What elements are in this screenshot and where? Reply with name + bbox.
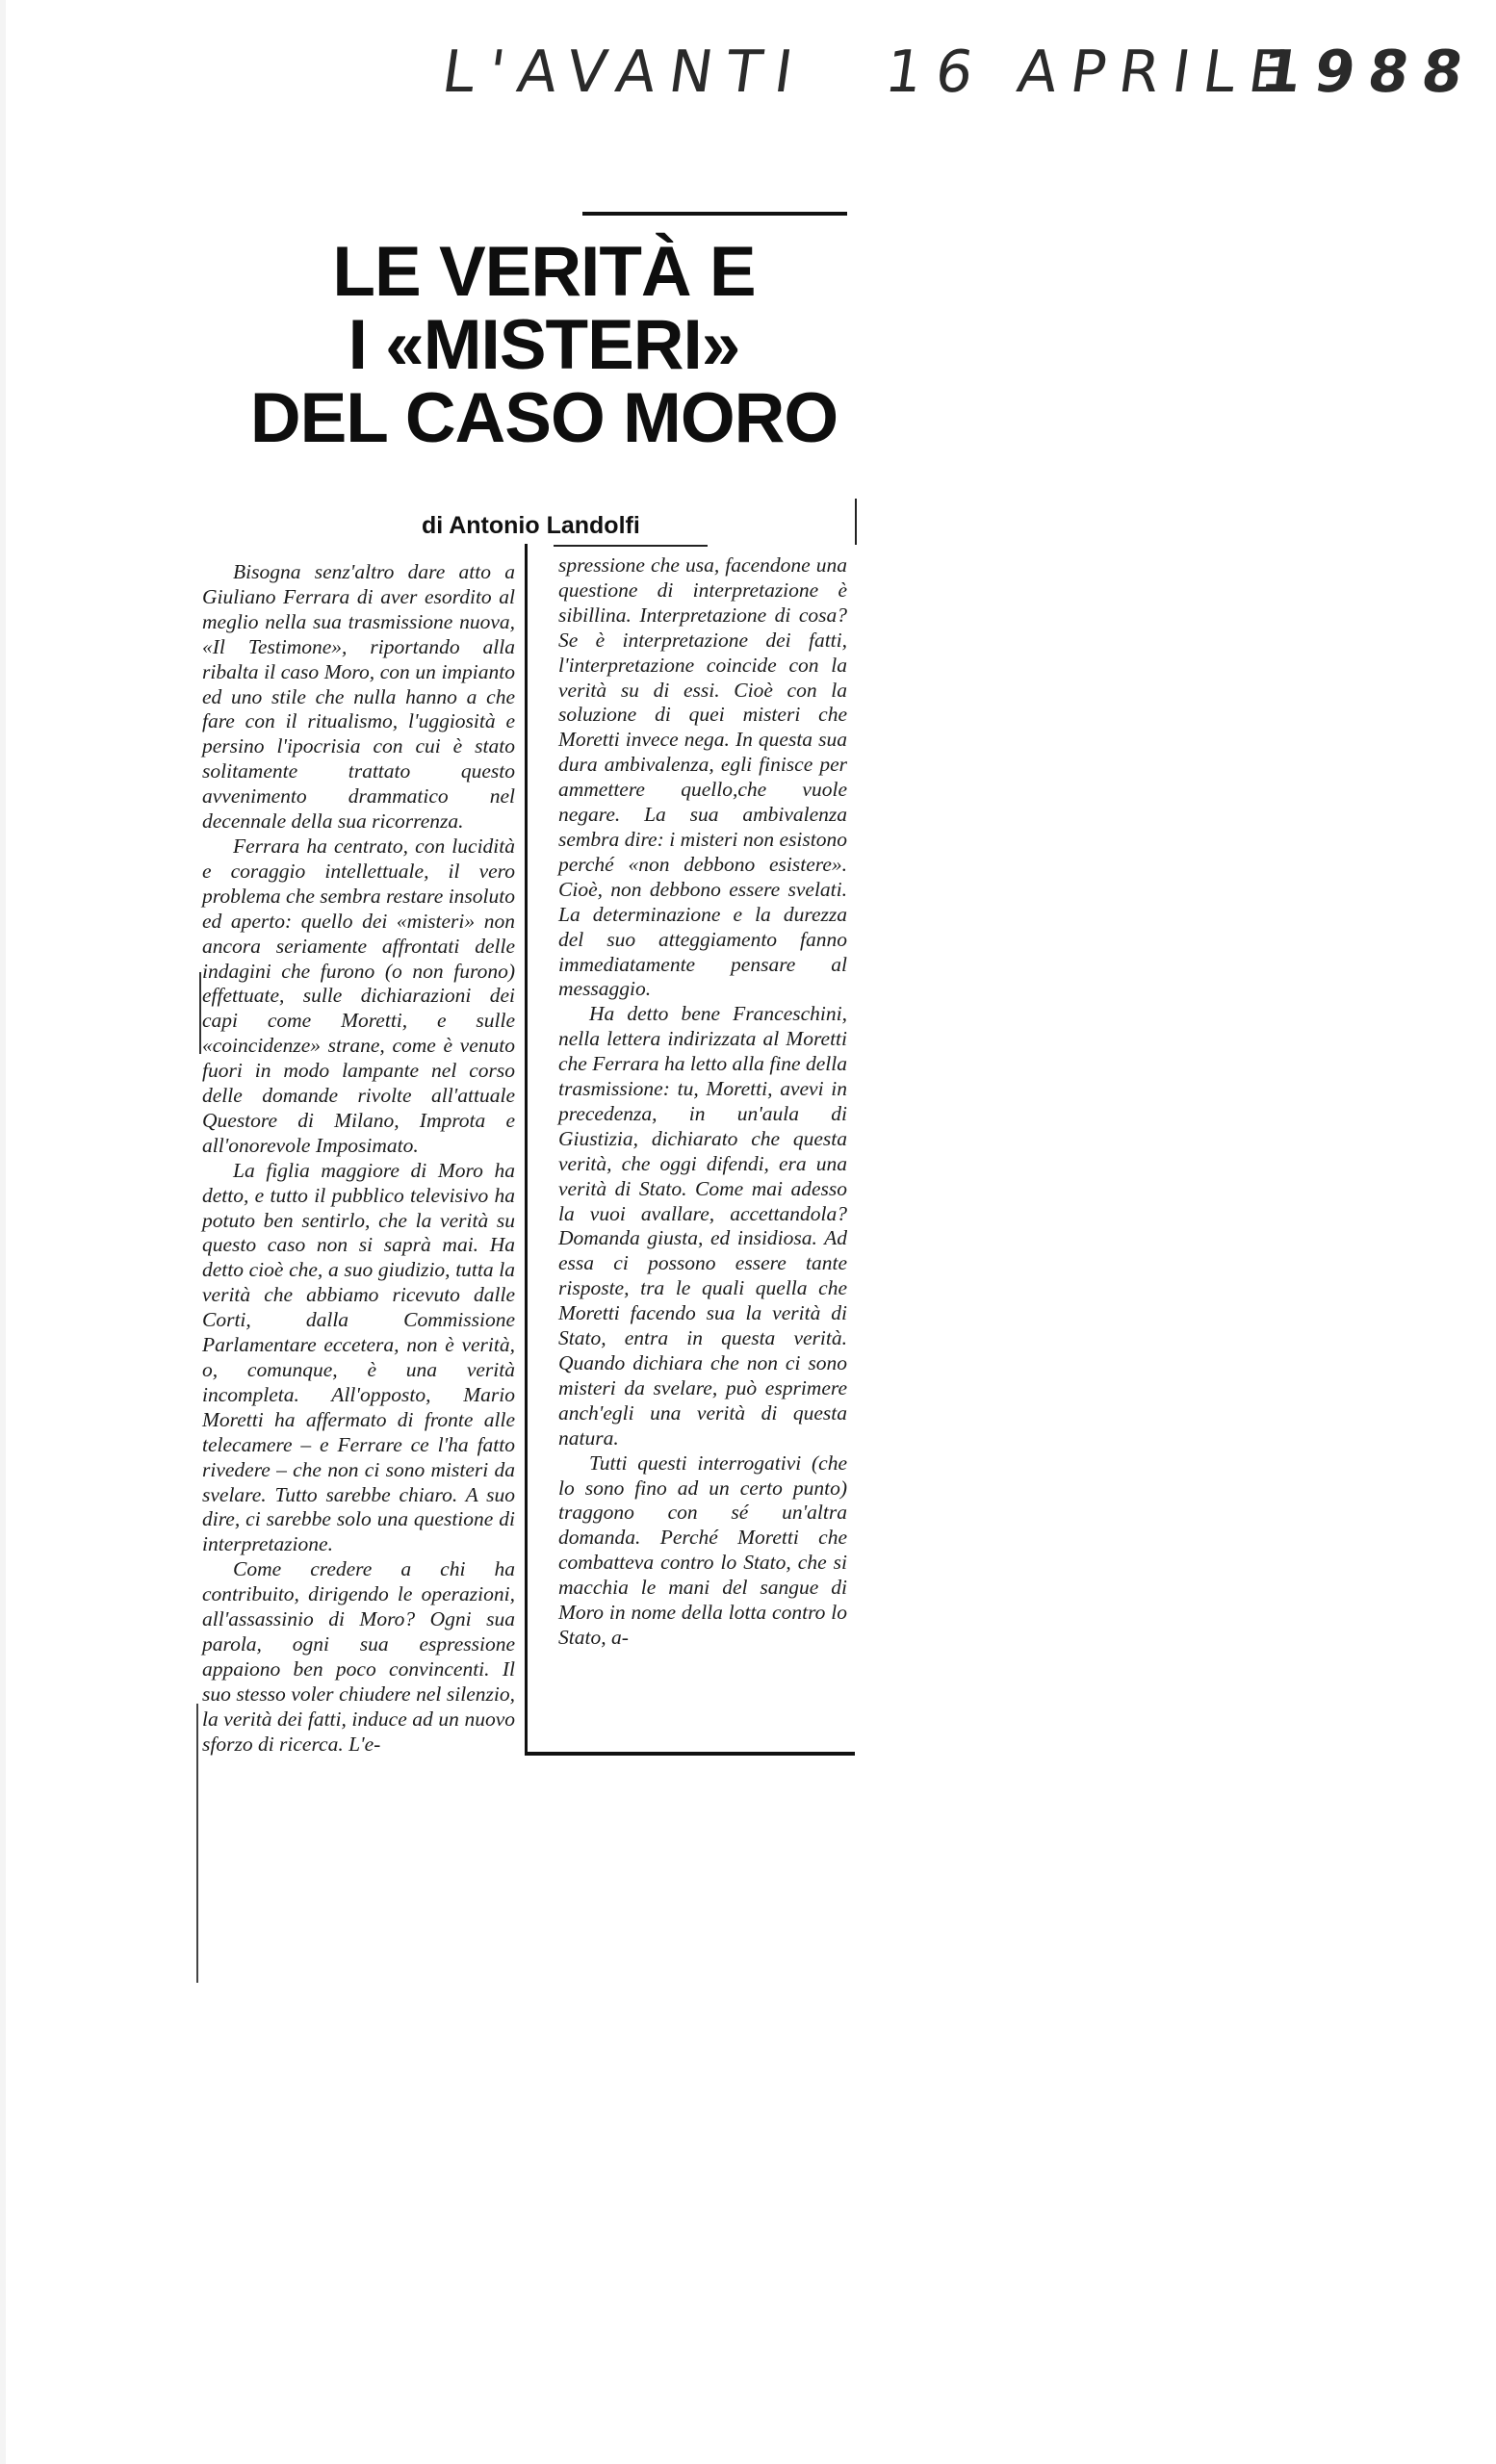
paragraph: Ha detto bene Franceschini, nella lettera indirizzata al Moretti che Ferrara ha letto alla fine della trasmissione: tu, Moretti, avevi in precedenza, in un'aula di Giustizia, dichiarato che questa verità, che oggi difendi, era una verità di Stato. Come mai adesso la vuoi avallare, accettandola? Domanda giusta, ed insidiosa. Ad essa ci possono essere tante risposte, tra le quali quella che Moretti facendo sua la verità di Stato, entra in questa verità. Quando dichiara che non ci sono misteri da svelare, può esprimere anch'egli una verità di questa natura. [558,1002,847,1450]
column-divider [525,544,528,1752]
headline-line-3: DEL CASO MORO [249,379,838,457]
byline: di Antonio Landolfi [422,512,640,539]
column-margin-mark [199,972,201,1054]
headline-top-rule [582,212,847,216]
scan-edge [0,0,6,2464]
headline [197,233,890,457]
headline-line-1: LE VERITÀ E [332,233,756,311]
paragraph: La figlia maggiore di Moro ha detto, e tutto il pubblico televisivo ha potuto ben sentirlo, che la verità su questo caso non si saprà mai. Ha detto cioè che, a suo giudizio, tutta la verità che abbiamo ricevuto dalle Corti, dalla Commissione Parlamentare eccetera, non è verità, o, comunque, è una verità incompleta. All'opposto, Mario Moretti ha affermato di fronte alle telecamere – e Ferrare ce l'ha fatto rivedere – che non ci sono misteri da svelare. Tutto sarebbe chiaro. A suo dire, ci sarebbe solo una questione di interpretazione. [202,1158,515,1556]
article-column-left [202,560,515,1758]
paragraph: spressione che usa, facendone una questione di interpretazione è sibillina. Interpretazione di cosa? Se è interpretazione dei fatti, l'interpretazione coincide con la verità su di essi. Cioè con la soluzione di quei misteri che Moretti invece nega. In questa sua dura ambivalenza, egli finisce per ammettere quello,che vuole negare. La sua ambivalenza sembra dire: i misteri non esistono perché «non debbono esistere». Cioè, non debbono essere svelati. La determinazione e la durezza del suo atteggiamento fanno immediatamente pensare al messaggio. [558,553,847,1001]
paragraph: Come credere a chi ha contribuito, dirigendo le operazioni, all'assassinio di Moro? Ogni sua parola, ogni sua espressione appaiono ben poco convincenti. Il suo stesso voler chiudere nel silenzio, la verità dei fatti, induce ad un nuovo sforzo di ricerca. L'e- [202,1557,515,1756]
handwritten-newspaper-name: L'AVANTI [438,38,811,106]
column-bottom-rule [525,1752,855,1756]
article-column-right [558,553,847,1651]
column-top-rule [554,545,708,547]
paragraph: Ferrara ha centrato, con lucidità e coraggio intellettuale, il vero problema che sembra restare insoluto ed aperto: quello dei «misteri» non ancora seriamente affrontati delle indagini che furono (o non furono) effettuate, sulle dichiarazioni dei capi come Moretti, e sulle «coincidenze» strane, come è venuto fuori in modo lampante nel corso delle domande rivolte all'attuale Questore di Milano, Improta e all'onorevole Imposimato. [202,834,515,1157]
handwritten-year: 1988 [1256,38,1481,106]
paragraph: Bisogna senz'altro dare atto a Giuliano Ferrara di aver esordito al meglio nella sua trasmissione nuova, «Il Testimone», riportando alla ribalta il caso Moro, con un impianto ed uno stile che nulla hanno a che fare con il ritualismo, l'uggiosità e persino l'ipocrisia con cui è stato solitamente trattato questo avvenimento drammatico nel decennale della sua ricorrenza. [202,560,515,834]
paragraph: Tutti questi interrogativi (che lo sono fino ad un certo punto) traggono con sé un'altra domanda. Perché Moretti che combatteva contro lo Stato, che si macchia le mani del sangue di Moro in nome della lotta contro lo Stato, a- [558,1450,847,1649]
column-margin-mark-lower [196,1704,198,1983]
byline-rule [855,499,857,545]
handwritten-date: 16 APRILE [881,38,1304,106]
headline-line-2: I «MISTERI» [348,306,740,384]
